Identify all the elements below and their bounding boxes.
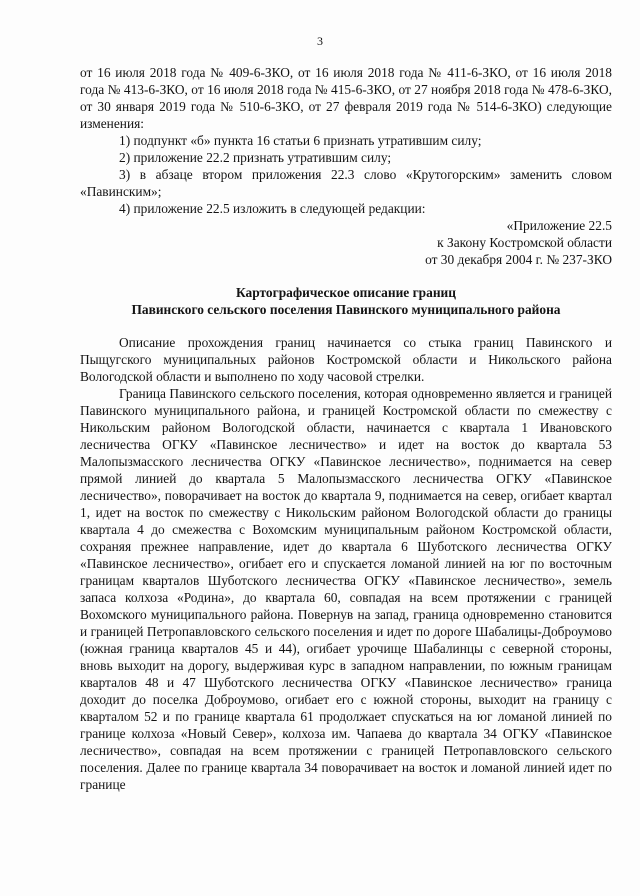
intro-continuation: от 16 июля 2018 года № 409-6-ЗКО, от 16 июля 2018 года № 411-6-ЗКО, от 16 июля 2018 года № 413-6-ЗКО, от 16 июля 2018 года № 415-6-ЗКО, от 27 ноября 2018 года № 478-6-ЗКО, от 30 января 2019 года № 510-6-ЗКО, от 27 февраля 2019 года № 514-6-ЗКО) следующие изменения:	[80, 65, 612, 131]
amendment-item-2: 2) приложение 22.2 признать утратившим силу;	[119, 150, 392, 165]
appendix-header-line-3: от 30 декабря 2004 г. № 237-ЗКО	[425, 252, 612, 267]
appendix-header	[80, 217, 612, 268]
document-body	[80, 64, 612, 793]
section-title	[80, 284, 612, 318]
appendix-header-line-1: «Приложение 22.5	[506, 218, 612, 233]
paragraph-boundary-route: Граница Павинского сельского поселения, которая одновременно является и границей Павинского муниципального района, и границей Костромской области по смежеству с Никольским районом Вологодской области, начинается с квартала 1 Ивановского лесничества ОГКУ «Павинское лесничество» и идет на восток до квартала 53 Малопызмасского лесничества ОГКУ «Павинское лесничество», поднимается на север прямой линией до квартала 5 Малопызмасского лесничества ОГКУ «Павинское лесничество», поворачивает на восток до квартала 9, поднимается на север, огибает квартал 1, идет на восток по смежеству с Никольским районом Вологодской области до границы квартала 4 до смежества с Вохомским муниципальным районом Костромской области, сохраняя прежнее направление, идет до квартала 6 Шуботского лесничества ОГКУ «Павинское лесничество», огибает его и спускается ломаной линией на юг по восточным границам кварталов Шуботского лесничества ОГКУ «Павинское лесничество», земель запаса колхоза «Родина», до квартала 60, совпадая на всем протяжении с границей Вохомского муниципального района. Повернув на запад, граница одновременно становится и границей Петропавловского сельского поселения и идет по дороге Шабалицы-Доброумово (южная граница кварталов 45 и 44), огибает урочище Шабалинцы с северной стороны, вновь выходит на дорогу, выдерживая курс в западном направлении, по южным границам кварталов 48 и 47 Шуботского лесничества ОГКУ «Павинское лесничество» граница доходит до поселка Доброумово, огибает его с южной стороны, выходит на границу с кварталом 52 и по границе квартала 61 продолжает спускаться на юг ломаной линией по границе колхоза «Новый Север», колхоза им. Чапаева до квартала 34 ОГКУ «Павинское лесничество», совпадая на всем протяжении с границей Петропавловского сельского поселения. Далее по границе квартала 34 поворачивает на восток и ломаной линией идет по границе	[80, 386, 612, 792]
amendment-item-4: 4) приложение 22.5 изложить в следующей редакции:	[119, 201, 426, 216]
section-title-line-2: Павинского сельского поселения Павинского муниципального района	[131, 302, 561, 317]
amendment-item-3: 3) в абзаце втором приложения 22.3 слово «Крутогорским» заменить словом «Павинским»;	[80, 167, 612, 199]
paragraph-description-start: Описание прохождения границ начинается со стыка границ Павинского и Пыщугского муниципальных районов Костромской области и Никольского района Вологодской области и выполнено по ходу часовой стрелки.	[80, 335, 612, 384]
appendix-header-line-2: к Закону Костромской области	[437, 235, 612, 250]
section-title-line-1: Картографическое описание границ	[236, 285, 456, 300]
page-number: 3	[317, 34, 323, 48]
amendment-item-1: 1) подпункт «б» пункта 16 статьи 6 признать утратившим силу;	[119, 133, 482, 148]
